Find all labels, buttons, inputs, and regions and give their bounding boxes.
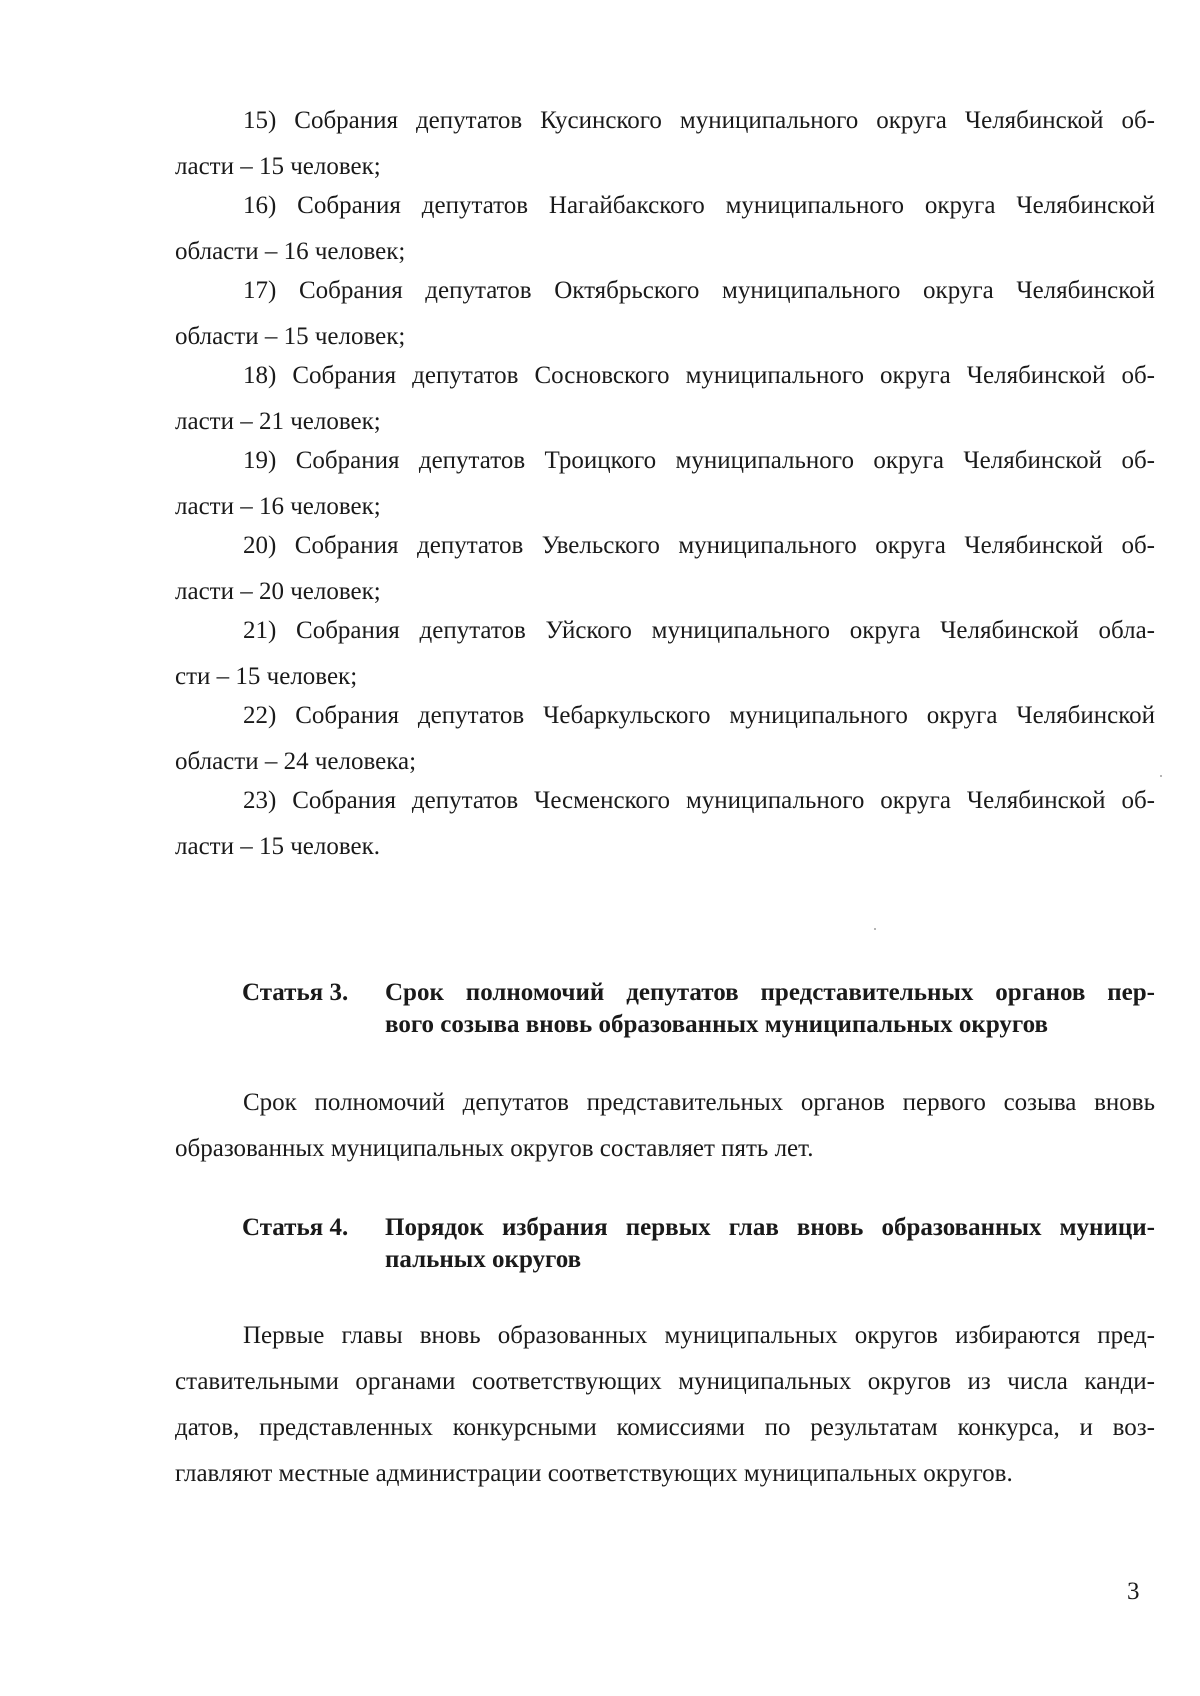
list-item-text: ласти – 16 человек; — [175, 493, 381, 520]
list-item-text: 23) Собрания депутатов Чесменского муниципального округа Челябинской об- — [243, 787, 1155, 814]
list-item-21 — [175, 608, 1155, 700]
paragraph-line: образованных муниципальных округов составляет пять лет. — [175, 1135, 814, 1162]
scan-speck — [874, 928, 876, 930]
paragraph-line: Срок полномочий депутатов представительных органов первого созыва вновь — [243, 1089, 1155, 1116]
list-item-text: 22) Собрания депутатов Чебаркульского муниципального округа Челябинской — [243, 702, 1155, 729]
list-item-text: 15) Собрания депутатов Кусинского муниципального округа Челябинской об- — [243, 107, 1155, 134]
list-item-19 — [175, 438, 1155, 530]
list-item-text: 20) Собрания депутатов Увельского муниципального округа Челябинской об- — [243, 532, 1155, 559]
list-item-text: области – 16 человек; — [175, 238, 406, 265]
list-item-text: 18) Собрания депутатов Сосновского муниципального округа Челябинской об- — [243, 362, 1155, 389]
page-number: 3 — [1127, 1578, 1140, 1605]
list-item-text: 16) Собрания депутатов Нагайбакского муниципального округа Челябинской — [243, 192, 1155, 219]
list-item-18 — [175, 353, 1155, 445]
list-item-text: 21) Собрания депутатов Уйского муниципального округа Челябинской обла- — [243, 617, 1155, 644]
article-number: Статья 4. — [242, 1214, 349, 1241]
article-title-line: Порядок избрания первых глав вновь образованных муници- — [385, 1214, 1155, 1241]
article-title-line: вого созыва вновь образованных муниципальных округов — [385, 1011, 1049, 1038]
article-number: Статья 3. — [242, 979, 349, 1006]
list-item-22 — [175, 693, 1155, 785]
list-item-17 — [175, 268, 1155, 360]
list-item-16 — [175, 183, 1155, 275]
list-item-text: ласти – 15 человек. — [175, 833, 381, 860]
list-item-text: ласти – 15 человек; — [175, 153, 381, 180]
article-3-body — [175, 1080, 1155, 1172]
article-title-line: Срок полномочий депутатов представительных органов пер- — [385, 979, 1155, 1006]
list-item-text: ласти – 20 человек; — [175, 578, 381, 605]
paragraph-line: датов, представленных конкурсными комиссиями по результатам конкурса, и воз- — [175, 1414, 1155, 1441]
scan-speck — [1160, 775, 1162, 777]
list-item-text: области – 15 человек; — [175, 323, 406, 350]
article-title — [385, 1212, 1155, 1276]
list-item-15 — [175, 98, 1155, 190]
list-item-20 — [175, 523, 1155, 615]
list-item-text: области – 24 человека; — [175, 748, 417, 775]
paragraph-line: главляют местные администрации соответствующих муниципальных округов. — [175, 1460, 1013, 1487]
list-item-text: 17) Собрания депутатов Октябрьского муниципального округа Челябинской — [243, 277, 1155, 304]
list-item-text: сти – 15 человек; — [175, 663, 358, 690]
list-item-text: ласти – 21 человек; — [175, 408, 381, 435]
article-title — [385, 977, 1155, 1041]
paragraph-line: Первые главы вновь образованных муниципальных округов избираются пред- — [243, 1322, 1155, 1349]
article-4-body — [175, 1313, 1155, 1497]
paragraph-line: ставительными органами соответствующих муниципальных округов из числа канди- — [175, 1368, 1155, 1395]
list-item-23 — [175, 778, 1155, 870]
article-title-line: пальных округов — [385, 1246, 582, 1273]
list-item-text: 19) Собрания депутатов Троицкого муниципального округа Челябинской об- — [243, 447, 1155, 474]
